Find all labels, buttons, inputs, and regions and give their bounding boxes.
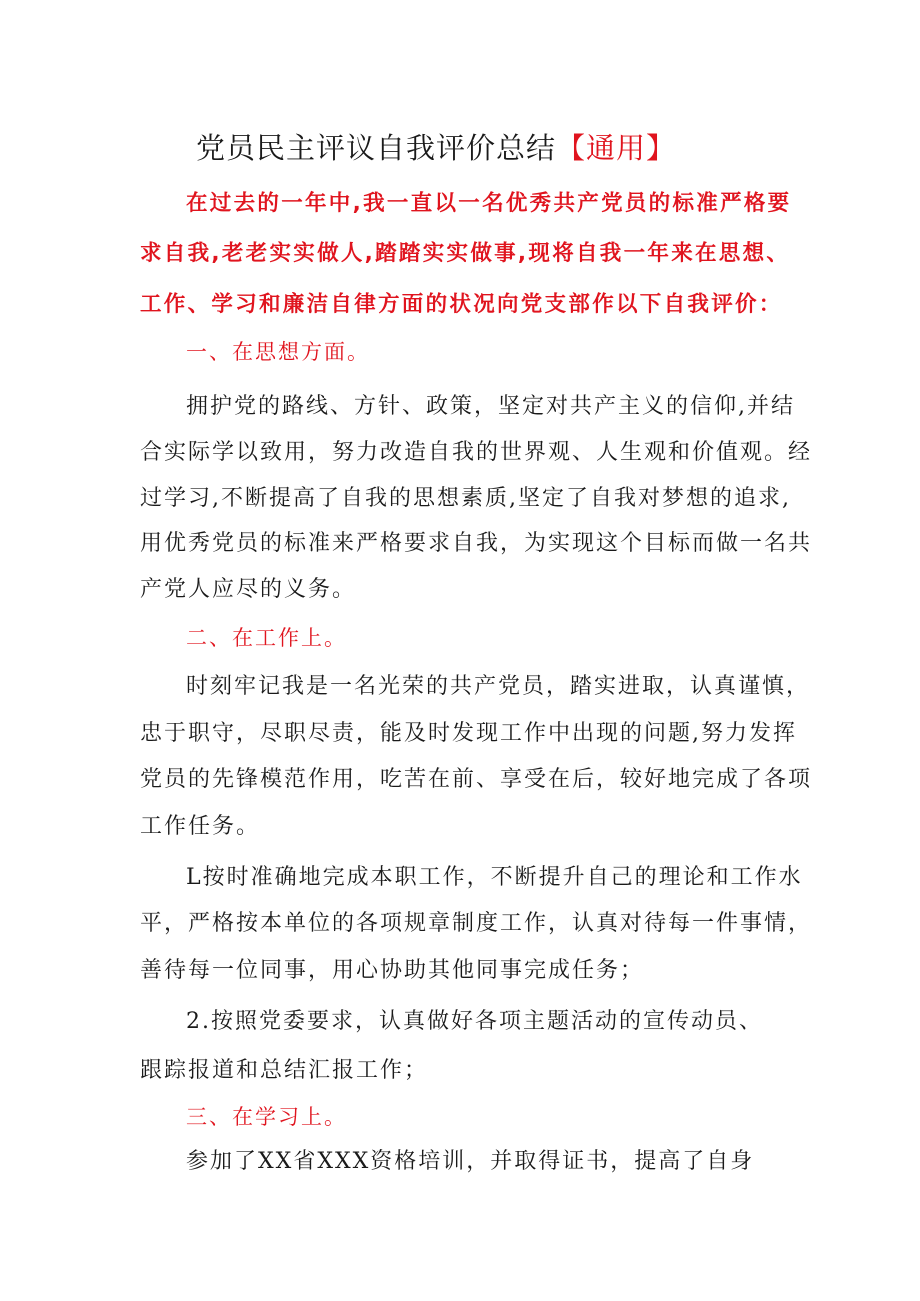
paragraph-line: 党员的先锋模范作用，吃苦在前、享受在后，较好地完成了各项: [140, 767, 813, 792]
list-item-line: L按时准确地完成本职工作，不断提升自己的理论和工作水: [186, 865, 803, 890]
intro-line: 求自我,老老实实做人,踏踏实实做事,现将自我一年来在思想、: [140, 241, 791, 266]
paragraph-line: 拥护党的路线、方针、政策，坚定对共产主义的信仰,并结: [186, 394, 795, 419]
paragraph-line: 时刻牢记我是一名光荣的共产党员，踏实进取，认真谨慎，: [186, 674, 811, 699]
paragraph-line: 工作任务。: [140, 814, 261, 839]
paragraph-line: 用优秀党员的标准来严格要求自我，为实现这个目标而做一名共: [140, 531, 813, 556]
list-item-line: 平，严格按本单位的各项规章制度工作，认真对待每一件事情，: [140, 911, 813, 936]
section-heading-work: 二、在工作上。: [186, 626, 347, 650]
list-item-line: 善待每一位同事，用心协助其他同事完成任务；: [140, 958, 645, 983]
intro-line: 在过去的一年中,我一直以一名优秀共产党员的标准严格要: [186, 191, 792, 216]
list-item-line: 跟踪报道和总结汇报工作；: [140, 1058, 429, 1083]
section-heading-thought: 一、在思想方面。: [186, 340, 370, 364]
paragraph-line: 参加了XX省XXX资格培训，并取得证书，提高了自身: [186, 1149, 755, 1174]
page-title: [196, 126, 676, 167]
list-item-line: 2.按照党委要求，认真做好各项主题活动的宣传动员、: [186, 1009, 763, 1034]
paragraph-line: 过学习,不断提高了自我的思想素质,坚定了自我对梦想的追求,: [140, 486, 791, 511]
title-text: 党员民主评议自我评价总结: [196, 131, 557, 165]
paragraph-line: 忠于职守，尽职尽责，能及时发现工作中出现的问题,努力发挥: [140, 721, 797, 746]
intro-line: 工作、学习和廉洁自律方面的状况向党支部作以下自我评价：: [140, 292, 783, 317]
paragraph-line: 合实际学以致用，努力改造自我的世界观、人生观和价值观。经: [140, 440, 813, 465]
paragraph-line: 产党人应尽的义务。: [140, 577, 357, 602]
title-tag: 【通用】: [556, 131, 677, 165]
section-heading-study: 三、在学习上。: [186, 1105, 347, 1129]
